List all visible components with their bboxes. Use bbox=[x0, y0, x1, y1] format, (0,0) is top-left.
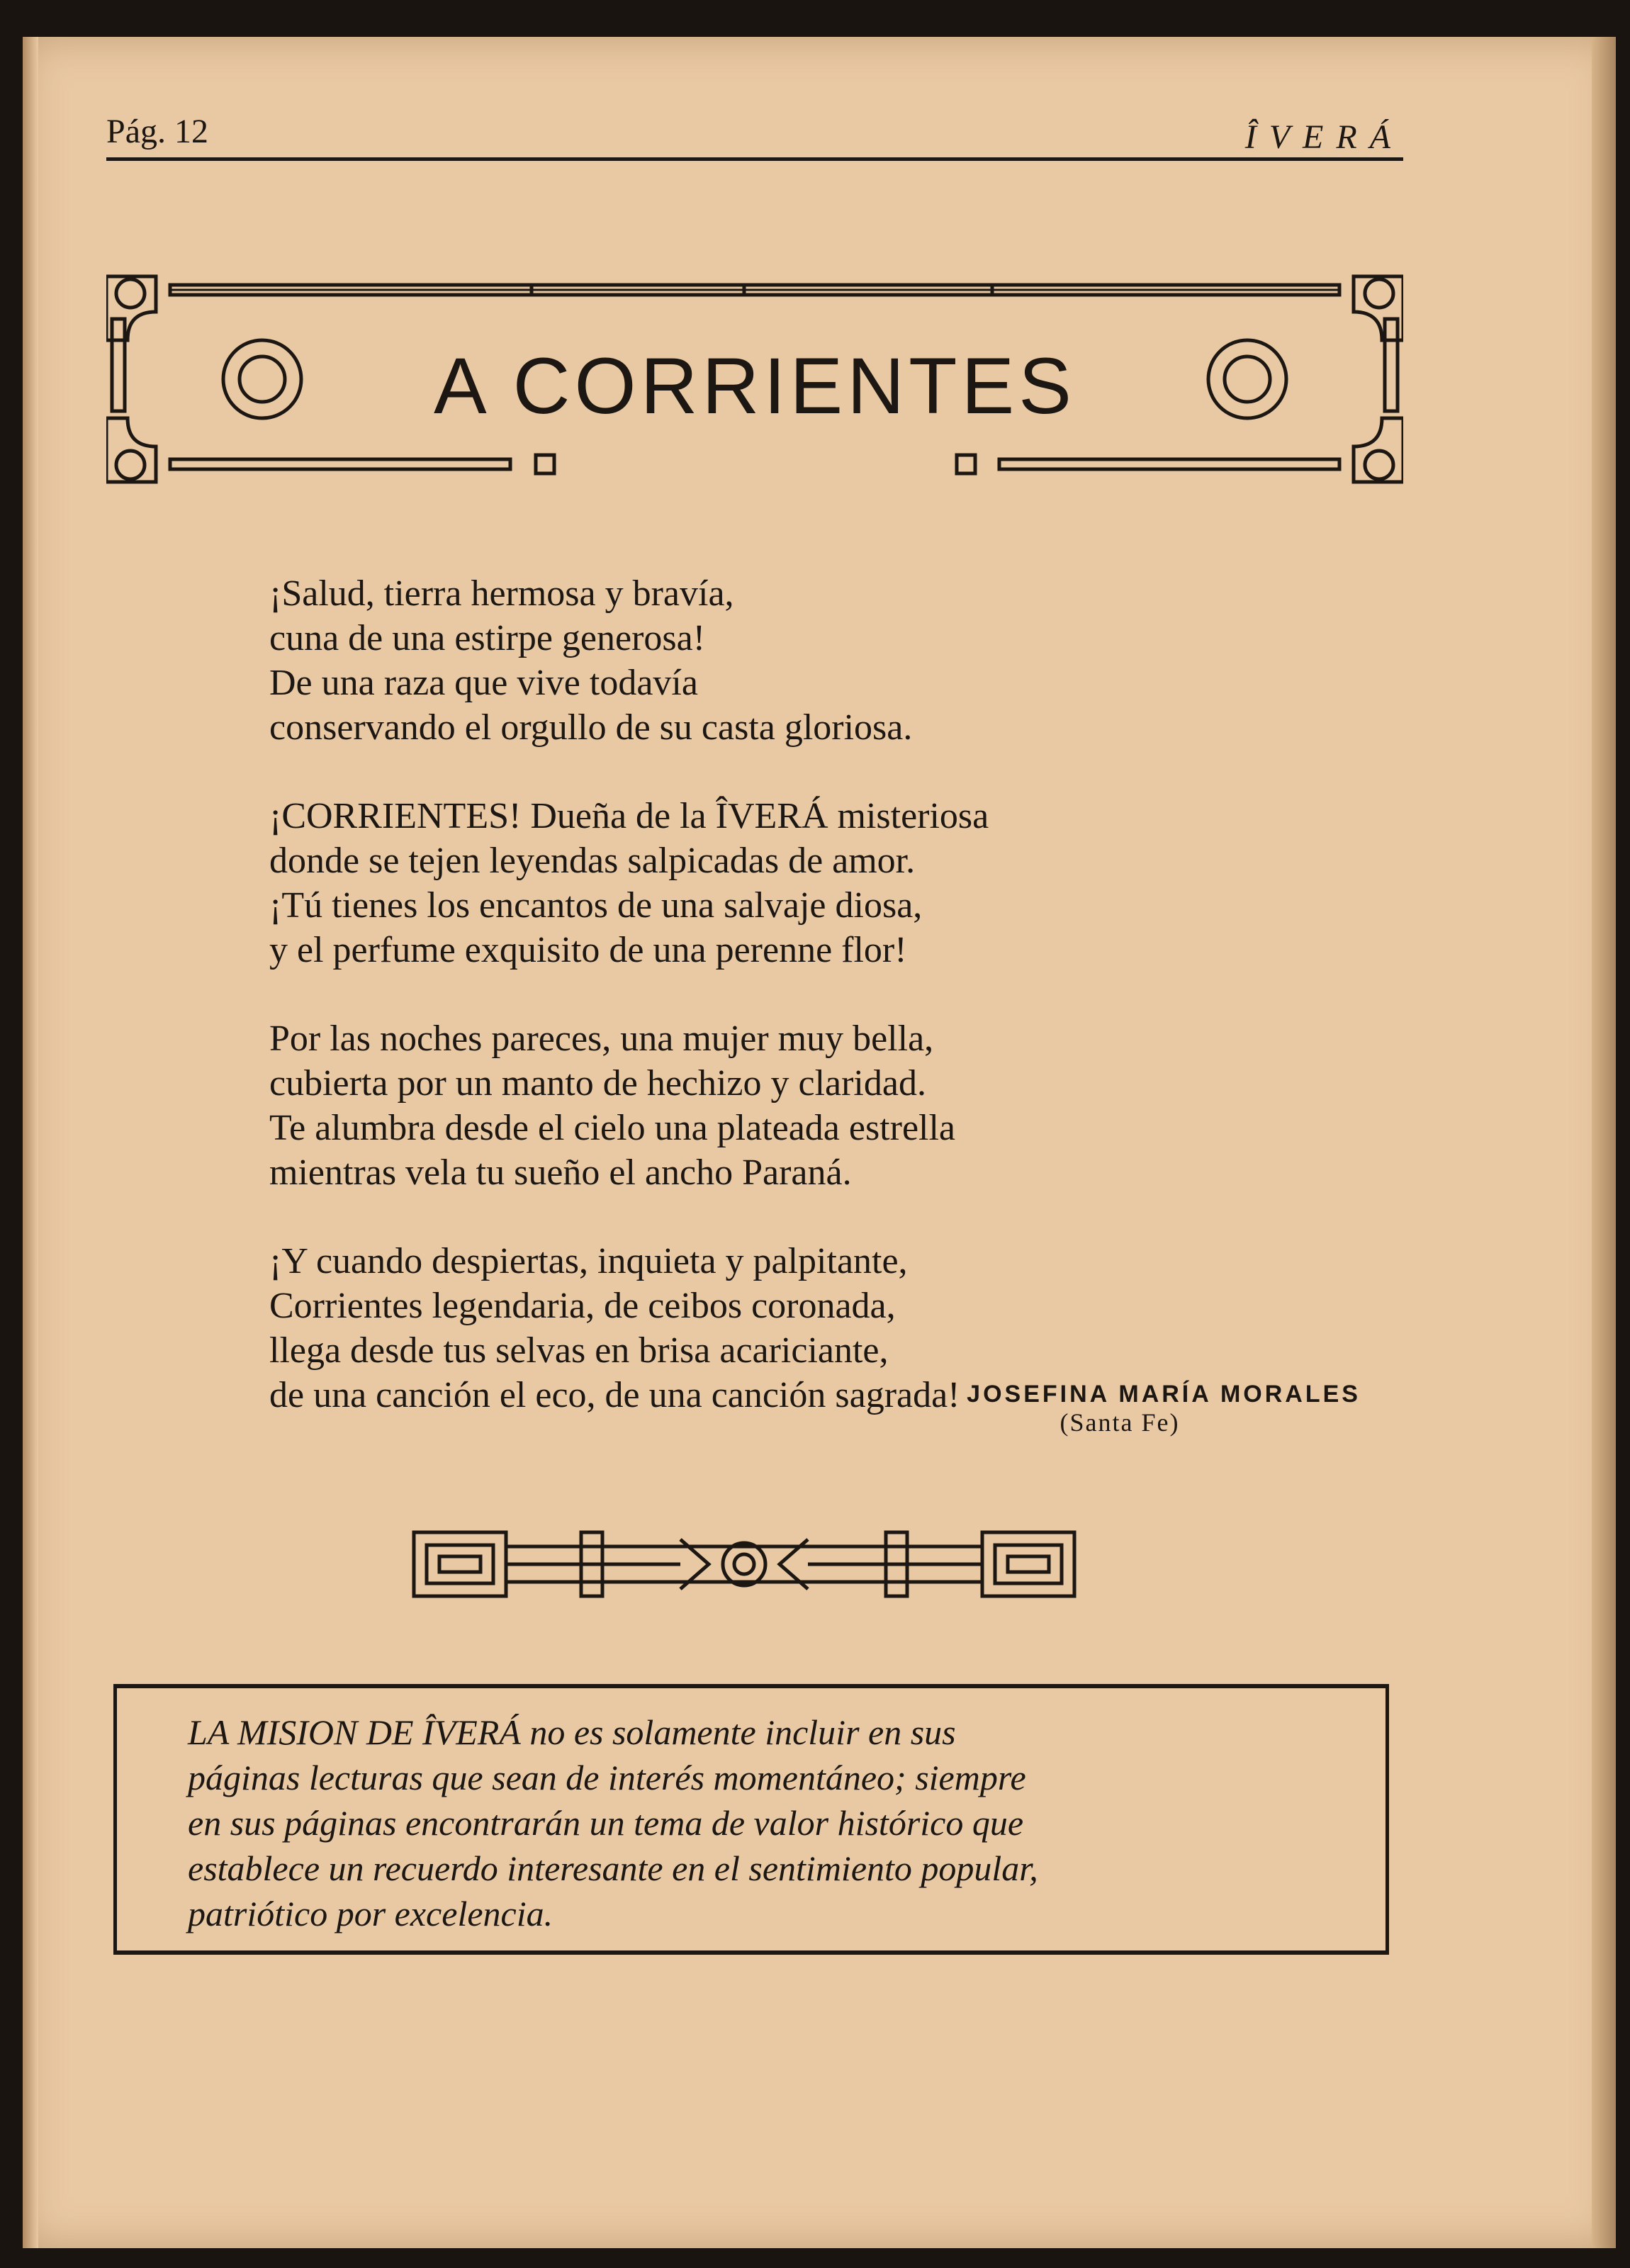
divider-ornament bbox=[411, 1525, 1077, 1603]
author-origin: (Santa Fe) bbox=[1060, 1408, 1180, 1437]
poem-verse: ¡Tú tienes los encantos de una salvaje diosa, bbox=[269, 885, 923, 926]
page-number: Pág. 12 bbox=[106, 113, 208, 150]
notice-line: LA MISION DE ÎVERÁ no es solamente incluir en sus bbox=[188, 1712, 956, 1752]
poem-verse: donde se tejen leyendas salpicadas de amor. bbox=[269, 841, 916, 881]
poem-verse: ¡Y cuando despiertas, inquieta y palpitante, bbox=[269, 1241, 908, 1281]
editorial-notice-text bbox=[188, 1710, 1322, 1936]
poem-verse: Corrientes legendaria, de ceibos coronada, bbox=[269, 1286, 896, 1326]
poem-stanza bbox=[269, 794, 1205, 972]
page-spine-edge bbox=[1592, 37, 1616, 2248]
notice-line: patriótico por excelencia. bbox=[188, 1894, 553, 1933]
poem-verse: Por las noches pareces, una mujer muy bella, bbox=[269, 1018, 934, 1059]
poem-verse: De una raza que vive todavía bbox=[269, 663, 698, 703]
title-frame bbox=[106, 269, 1403, 496]
poem-verse: Te alumbra desde el cielo una plateada estrella bbox=[269, 1108, 955, 1148]
page-left-edge bbox=[23, 37, 38, 2248]
poem-verse: de una canción el eco, de una canción sagrada! bbox=[269, 1375, 960, 1415]
poem-verse: conservando el orgullo de su casta gloriosa. bbox=[269, 707, 913, 748]
poem-verse: cuna de una estirpe generosa! bbox=[269, 618, 706, 658]
article-title: A CORRIENTES bbox=[434, 342, 1076, 430]
poem bbox=[269, 571, 1205, 1461]
notice-line: establece un recuerdo interesante en el sentimiento popular, bbox=[188, 1848, 1038, 1888]
editorial-notice-box bbox=[113, 1684, 1389, 1955]
poem-verse: y el perfume exquisito de una perenne flor! bbox=[269, 930, 907, 970]
author-name: JOSEFINA MARÍA MORALES bbox=[967, 1381, 1361, 1408]
poem-verse: llega desde tus selvas en brisa acariciante, bbox=[269, 1330, 889, 1371]
poem-verse: cubierta por un manto de hechizo y claridad. bbox=[269, 1063, 926, 1104]
header-rule bbox=[106, 157, 1403, 161]
poem-verse: ¡Salud, tierra hermosa y bravía, bbox=[269, 573, 734, 614]
poem-verse: ¡CORRIENTES! Dueña de la ÎVERÁ misteriosa bbox=[269, 796, 989, 836]
poem-stanza bbox=[269, 571, 1205, 750]
notice-line: páginas lecturas que sean de interés momentáneo; siempre bbox=[188, 1758, 1026, 1797]
magazine-name: ÎVERÁ bbox=[1244, 118, 1403, 156]
notice-line: en sus páginas encontrarán un tema de valor histórico que bbox=[188, 1803, 1024, 1843]
running-header bbox=[106, 112, 1403, 156]
poem-stanza bbox=[269, 1016, 1205, 1195]
poem-verse: mientras vela tu sueño el ancho Paraná. bbox=[269, 1152, 852, 1193]
